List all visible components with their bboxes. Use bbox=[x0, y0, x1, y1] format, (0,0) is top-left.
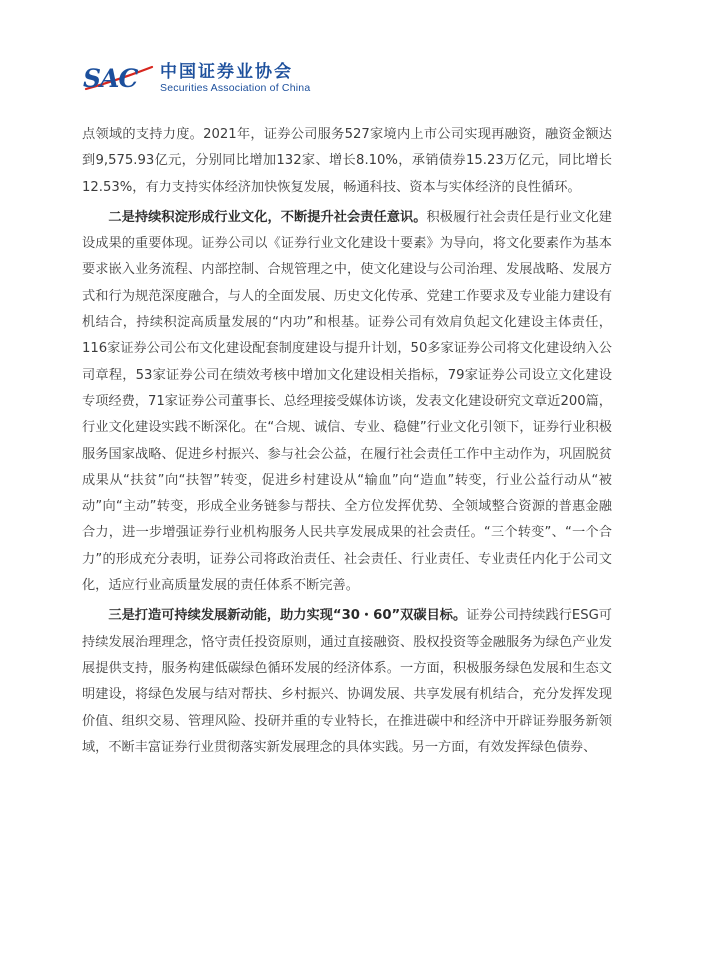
page-header bbox=[82, 58, 310, 98]
paragraph-2-text: 积极履行社会责任是行业文化建设成果的重要体现。证券公司以《证券行业文化建设十要素》为导向，将文化要素作为基本要求嵌入业务流程、内部控制、合规管理之中，使文化建设与公司治理、发展战略、发展方式和行为规范深度融合，与人的全面发展、历史文化传承、党建工作要求及专业能力建设有机结合，持续积淀高质量发展的“内功”和根基。证券公司有效肩负起文化建设主体责任，116家证券公司公布文化建设配套制度建设与提升计划，50多家证券公司将文化建设纳入公司章程，53家证券公司在绩效考核中增加文化建设相关指标，79家证券公司设立文化建设专项经费，71家证券公司董事长、总经理接受媒体访谈，发表文化建设研究文章近200篇，行业文化建设实践不断深化。在“合规、诚信、专业、稳健”行业文化引领下，证券行业积极服务国家战略、促进乡村振兴、参与社会公益，在履行社会责任工作中主动作为，巩固脱贫成果从“扶贫”向“扶智”转变，促进乡村建设从“输血”向“造血”转变，行业公益行动从“被动”向“主动”转变，形成全业务链参与帮扶、全方位发挥优势、全领域整合资源的普惠金融合力，进一步增强证券行业机构服务人民共享发展成果的社会责任。“三个转变”、“一个合力”的形成充分表明，证券公司将政治责任、社会责任、行业责任、专业责任内化于公司文化，适应行业高质量发展的责任体系不断完善。 bbox=[82, 209, 612, 594]
body-text bbox=[82, 122, 612, 761]
org-name bbox=[160, 62, 310, 95]
paragraph-1 bbox=[82, 122, 612, 201]
paragraph-3 bbox=[82, 603, 612, 761]
paragraph-2 bbox=[82, 205, 612, 599]
paragraph-2-heading: 二是持续积淀形成行业文化，不断提升社会责任意识。 bbox=[108, 209, 427, 225]
org-name-cn: 中国证券业协会 bbox=[160, 61, 293, 82]
paragraph-3-text: 证券公司持续践行ESG可持续发展治理理念，恪守责任投资原则，通过直接融资、股权投资等金融服务为绿色产业发展提供支持，服务构建低碳绿色循环发展的经济体系。一方面，积极服务绿色发展和生态文明建设，将绿色发展与结对帮扶、乡村振兴、协调发展、共享发展有机结合，充分发挥发现价值、组织交易、管理风险、投研并重的专业特长，在推进碳中和经济中开辟证券服务新领域，不断丰富证券行业贯彻落实新发展理念的具体实践。另一方面，有效发挥绿色债券、 bbox=[82, 608, 612, 755]
sac-logo-icon bbox=[82, 58, 154, 98]
paragraph-3-heading: 三是打造可持续发展新动能，助力实现“30・60”双碳目标。 bbox=[108, 608, 467, 624]
logo-mark-text: SAC bbox=[83, 64, 138, 93]
org-name-en: Securities Association of China bbox=[160, 81, 311, 94]
paragraph-1-text: 点领域的支持力度。2021年，证券公司服务527家境内上市公司实现再融资，融资金额达到9,575.93亿元，分别同比增加132家、增长8.10%，承销债券15.23万亿元，同比增长12.53%，有力支持实体经济加快恢复发展，畅通科技、资本与实体经济的良性循环。 bbox=[82, 127, 612, 195]
